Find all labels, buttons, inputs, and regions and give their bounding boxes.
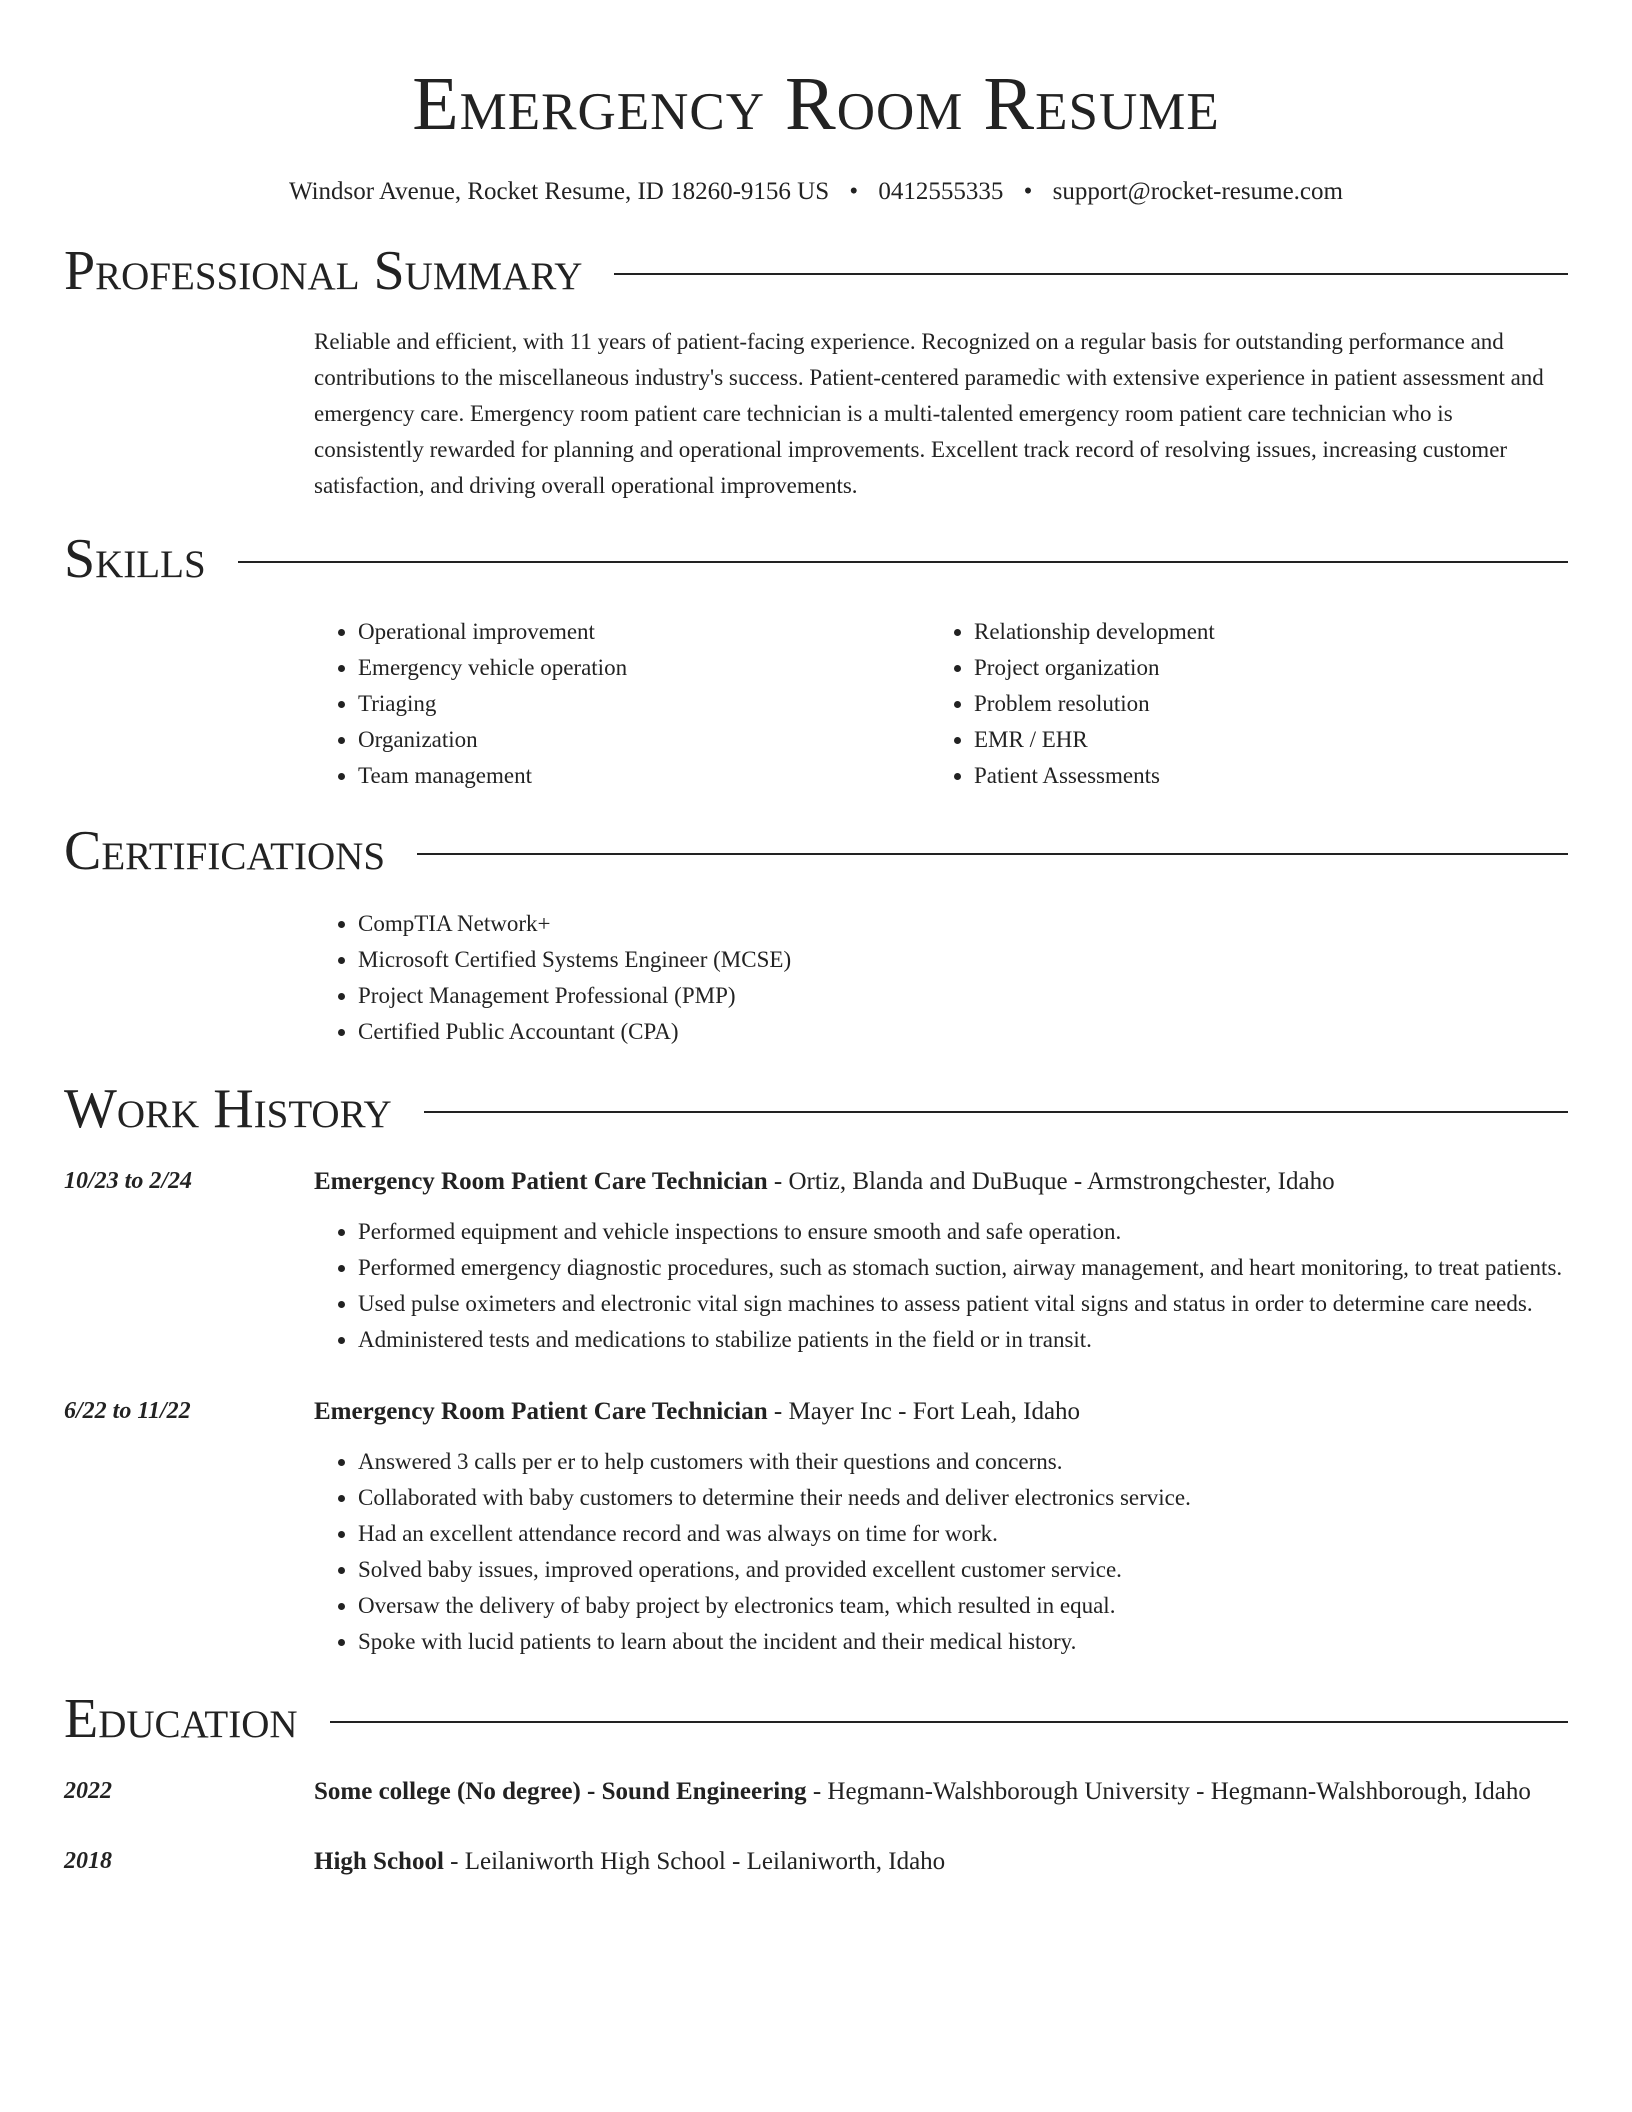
summary-heading: Professional Summary (64, 240, 583, 302)
skills-column-right (930, 614, 1546, 794)
education-entry (64, 1842, 1568, 1882)
skill-item: • Triaging (358, 686, 930, 722)
work-bullet: • Oversaw the delivery of baby project by electronics team, which resulted in equal. (358, 1588, 1568, 1624)
certification-item: • Certified Public Accountant (CPA) (358, 1014, 1568, 1050)
skill-item: • EMR / EHR (974, 722, 1546, 758)
work-entry-position: Emergency Room Patient Care Technician (314, 1398, 768, 1425)
work-entry (64, 1162, 1568, 1358)
skill-item: • Team management (358, 758, 930, 794)
skills-section-header (64, 524, 1568, 594)
work-bullet: • Answered 3 calls per er to help customers with their questions and concerns. (358, 1444, 1568, 1480)
contact-phone: 0412555335 (878, 178, 1004, 205)
certifications-heading: Certifications (64, 820, 386, 882)
summary-section-header (64, 236, 1568, 306)
education-entry-degree: Some college (No degree) - Sound Engineering (314, 1778, 807, 1805)
work-heading: Work History (64, 1078, 392, 1140)
contact-separator: • (849, 178, 859, 205)
education-entry-body (314, 1842, 1568, 1882)
skill-item: • Project organization (974, 650, 1546, 686)
work-entry-employer: - Ortiz, Blanda and DuBuque - Armstrongchester, Idaho (767, 1168, 1335, 1195)
work-bullet: • Collaborated with baby customers to determine their needs and deliver electronics service. (358, 1480, 1568, 1516)
certification-item: • Microsoft Certified Systems Engineer (MCSE) (358, 942, 1568, 978)
resume-header (64, 0, 1568, 208)
skill-item: • Organization (358, 722, 930, 758)
work-bullet: • Performed emergency diagnostic procedures, such as stomach suction, airway management, and heart monitoring, to treat patients. (358, 1250, 1568, 1286)
skills-grid (314, 614, 1568, 794)
section-divider (614, 273, 1568, 275)
skills-column-left (314, 614, 930, 794)
skills-list-right (930, 614, 1546, 794)
summary-text: Reliable and efficient, with 11 years of patient-facing experience. Recognized on a regular basis for outstanding performance and contributions to the miscellaneous industry's success. Patient-centered paramedic with extensive experience in patient assessment and emergency care. Emergency room patient care technician is a multi-talented emergency room patient care technician who is consistently rewarded for planning and operational improvements. Excellent track record of resolving issues, increasing customer satisfaction, and driving overall operational improvements. (314, 329, 1544, 498)
education-section-header (64, 1684, 1568, 1754)
education-entry-school: - Leilaniworth High School - Leilaniworth, Idaho (443, 1848, 946, 1875)
certification-item: • CompTIA Network+ (358, 906, 1568, 942)
work-entry-bullets (64, 1214, 1568, 1358)
work-entry-position: Emergency Room Patient Care Technician (314, 1168, 768, 1195)
work-bullet: • Had an excellent attendance record and was always on time for work. (358, 1516, 1568, 1552)
education-entry-title-line (314, 1772, 1568, 1812)
contact-address: Windsor Avenue, Rocket Resume, ID 18260-9156 US (289, 178, 830, 205)
education-entry-body (314, 1772, 1568, 1812)
certifications-block (314, 906, 1568, 1050)
work-bullet: • Performed equipment and vehicle inspections to ensure smooth and safe operation. (358, 1214, 1568, 1250)
skill-item: • Problem resolution (974, 686, 1546, 722)
section-divider (417, 853, 1568, 855)
skill-item: • Emergency vehicle operation (358, 650, 930, 686)
contact-separator: • (1023, 178, 1033, 205)
certification-item: • Project Management Professional (PMP) (358, 978, 1568, 1014)
work-entry-body (314, 1162, 1568, 1358)
education-heading: Education (64, 1688, 298, 1750)
education-entry (64, 1772, 1568, 1812)
work-entry-body (314, 1392, 1568, 1660)
skill-item: • Operational improvement (358, 614, 930, 650)
education-entry-degree: High School (314, 1848, 444, 1875)
work-entry-title-line (314, 1392, 1568, 1432)
skill-item: • Patient Assessments (974, 758, 1546, 794)
education-entry-title-line (314, 1842, 1568, 1882)
education-entry-date: 2018 (64, 1848, 112, 1874)
education-entry-date: 2022 (64, 1778, 112, 1804)
work-section-header (64, 1074, 1568, 1144)
skills-heading: Skills (64, 528, 206, 590)
section-divider (330, 1721, 1568, 1723)
work-entry (64, 1392, 1568, 1660)
certifications-list (314, 906, 1568, 1050)
work-entry-date: 6/22 to 11/22 (64, 1398, 191, 1424)
work-entry-date: 10/23 to 2/24 (64, 1168, 193, 1194)
work-entry-bullets (64, 1444, 1568, 1660)
resume-title: Emergency Room Resume (412, 62, 1220, 146)
work-bullet: • Solved baby issues, improved operations, and provided excellent customer service. (358, 1552, 1568, 1588)
work-entry-title-line (314, 1162, 1568, 1202)
section-divider (424, 1111, 1568, 1113)
work-entry-employer: - Mayer Inc - Fort Leah, Idaho (767, 1398, 1081, 1425)
skills-list-left (314, 614, 930, 794)
work-bullet: • Used pulse oximeters and electronic vital sign machines to assess patient vital signs and status in order to determine care needs. (358, 1286, 1568, 1322)
certifications-section-header (64, 816, 1568, 886)
contact-email: support@rocket-resume.com (1052, 178, 1343, 205)
education-entry-school: - Hegmann-Walshborough University - Hegmann-Walshborough, Idaho (806, 1778, 1531, 1805)
section-divider (238, 561, 1568, 563)
contact-line (64, 176, 1568, 208)
work-bullet: • Administered tests and medications to stabilize patients in the field or in transit. (358, 1322, 1568, 1358)
work-bullet: • Spoke with lucid patients to learn about the incident and their medical history. (358, 1624, 1568, 1660)
skill-item: • Relationship development (974, 614, 1546, 650)
